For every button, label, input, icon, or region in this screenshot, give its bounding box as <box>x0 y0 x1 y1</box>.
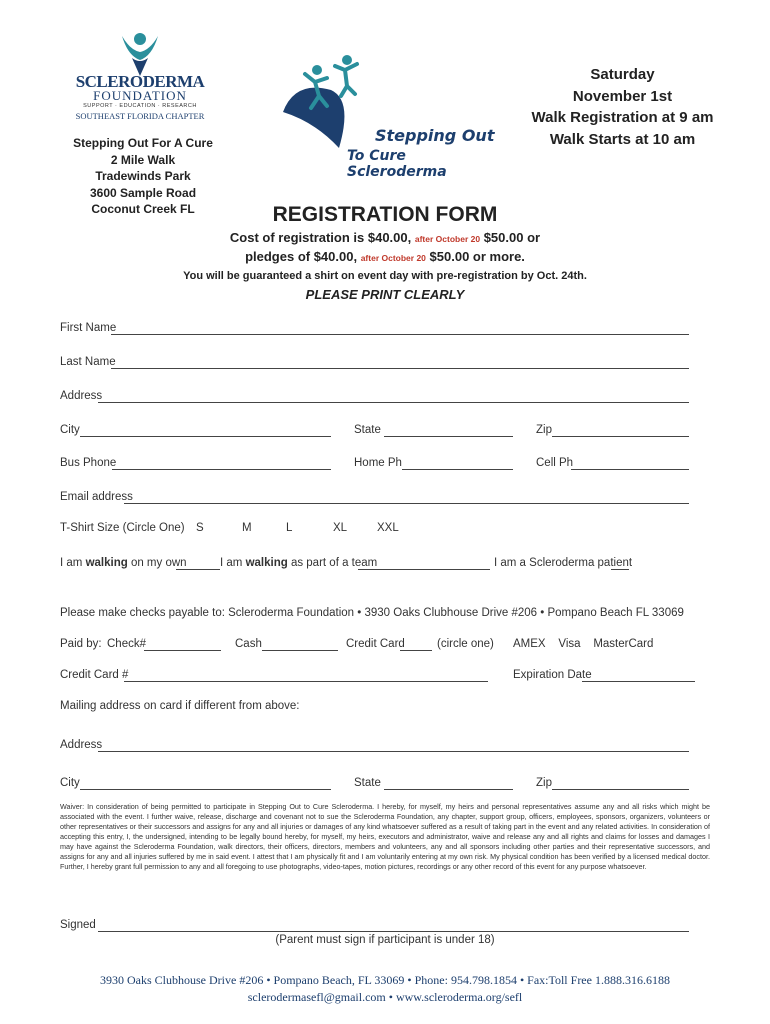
cost-line <box>0 230 770 245</box>
pledge-line <box>0 249 770 264</box>
stepping-out-logo <box>275 52 505 180</box>
foundation-name: SCLERODERMA <box>75 72 205 91</box>
after-date: after October 20 <box>360 253 426 263</box>
event-info-line: Tradewinds Park <box>95 169 191 183</box>
credit-card-input[interactable] <box>400 650 432 651</box>
last-name-input[interactable] <box>111 368 689 369</box>
event-info-line: Coconut Creek FL <box>91 202 195 216</box>
state-input[interactable] <box>384 436 513 437</box>
tshirt-label: T-Shirt Size (Circle One) <box>60 522 185 534</box>
home-phone-label: Home Ph <box>354 457 402 469</box>
address2-input[interactable] <box>98 751 689 752</box>
form-title: REGISTRATION FORM <box>272 203 498 226</box>
schedule <box>505 64 740 150</box>
size-s-option[interactable]: S <box>196 522 204 534</box>
cell-phone-label: Cell Ph <box>536 457 574 469</box>
patient-label: I am a Scleroderma patient <box>494 557 633 569</box>
pledge-text: $50.00 or more. <box>429 249 525 264</box>
check-label: Check# <box>107 638 146 650</box>
schedule-line: Saturday <box>590 66 655 83</box>
pledge-text: pledges of $40.00, <box>245 249 358 264</box>
foundation-tagline: SUPPORT · EDUCATION · RESEARCH <box>83 103 197 109</box>
email-input[interactable] <box>124 503 689 504</box>
size-m-option[interactable]: M <box>242 522 252 534</box>
zip2-input[interactable] <box>552 789 689 790</box>
footer-contact: sclerodermasefl@gmail.com • www.scleroderma.org/sefl <box>247 990 523 1004</box>
zip2-label: Zip <box>536 777 552 789</box>
size-xl-option[interactable]: XL <box>333 522 348 534</box>
address2-label: Address <box>60 739 103 751</box>
address-input[interactable] <box>98 402 689 403</box>
walk-team-input[interactable] <box>358 569 490 570</box>
shirt-note: You will be guaranteed a shirt on event day with pre-registration by Oct. 24th. <box>183 270 587 282</box>
cost-text: $50.00 or <box>483 230 541 245</box>
event-info-line: 2 Mile Walk <box>110 152 176 167</box>
city2-label: City <box>60 777 80 789</box>
walk-own-input[interactable] <box>176 569 220 570</box>
schedule-line: Walk Registration at 9 am <box>531 109 714 126</box>
state2-label: State <box>354 777 381 789</box>
credit-card-number-label: Credit Card # <box>60 669 129 681</box>
ribbon-figure-icon <box>70 30 210 78</box>
card-types[interactable]: AMEX Visa MasterCard <box>513 638 654 650</box>
size-l-option[interactable]: L <box>286 522 293 534</box>
state-label: State <box>354 424 381 436</box>
parent-note: (Parent must sign if participant is under 18) <box>275 934 495 946</box>
bus-phone-label: Bus Phone <box>60 457 117 469</box>
credit-card-label: Credit Card <box>346 638 405 650</box>
walk-team-label: I am walking as part of a team <box>220 557 378 569</box>
logo-line1: Stepping Out <box>375 126 495 145</box>
patient-input[interactable] <box>611 569 629 570</box>
state2-input[interactable] <box>384 789 513 790</box>
address-label: Address <box>60 390 103 402</box>
city2-input[interactable] <box>80 789 331 790</box>
cost-text: Cost of registration is $40.00, <box>229 230 412 245</box>
schedule-line: November 1st <box>572 87 673 105</box>
signed-label: Signed <box>60 919 96 931</box>
walk-own-label: I am walking on my own <box>60 557 187 569</box>
credit-card-number-input[interactable] <box>124 681 488 682</box>
first-name-input[interactable] <box>111 334 689 335</box>
foundation-logo <box>70 30 210 130</box>
waiver-text: Waiver: In consideration of being permitted to participate in Stepping Out to Cure Scleroderma. I hereby, for myself, my heirs and personal representatives assume any and all risks which might be associated with the event. I further waive, release, discharge and covenant not to sue the Scleroderma Foundation, any chapter, support group, officers, employees, sponsors, organizers, volunteers or other representatives or their successors and assigns for any and all injuries or damages of any kind whatsoever suffered as a result of taking part in the event and any related activities. In consideration of accepting this entry, I, the undersigned, intending to be legally bound hereby, for myself, my heirs, executors and administrator, waive and release any and all rights and claims for losses and damages I may have against the Scleroderma Foundation, walk directors, their officers, directors, members and volunteers, any and all sponsors including other parties and their representative successors, and assigns for any and all injuries suffered by me in said event. I attest that I am physically fit and I am voluntarily entering at my own risk. My physical condition has been verified by a licensed medical doctor. Further, I hereby grant full permission to any and all foregoing to use photographs, video-tapes, motion pictures, recordings or any other record of this event for any purpose whatsoever. <box>60 802 710 871</box>
size-xxl-option[interactable]: XXL <box>377 522 399 534</box>
check-input[interactable] <box>144 650 221 651</box>
email-label: Email address <box>60 491 133 503</box>
signature-input[interactable] <box>98 931 689 932</box>
paid-by-label: Paid by: <box>60 638 102 650</box>
bus-phone-input[interactable] <box>112 469 331 470</box>
city-input[interactable] <box>80 436 331 437</box>
footer-address: 3930 Oaks Clubhouse Drive #206 • Pompano Beach, FL 33069 • Phone: 954.798.1854 • Fax:Toll Free 1.888.316.6188 <box>100 973 670 987</box>
foundation-subname: FOUNDATION <box>93 88 187 103</box>
last-name-label: Last Name <box>60 356 116 368</box>
expiration-input[interactable] <box>582 681 695 682</box>
after-date: after October 20 <box>414 234 481 244</box>
chapter-name: SOUTHEAST FLORIDA CHAPTER <box>75 111 205 121</box>
cell-phone-input[interactable] <box>571 469 689 470</box>
event-info-line: 3600 Sample Road <box>89 185 197 200</box>
circle-one-label: (circle one) <box>437 638 494 650</box>
first-name-label: First Name <box>60 322 117 334</box>
schedule-line: Walk Starts at 10 am <box>549 130 696 148</box>
logo-line2: To Cure Scleroderma <box>347 148 447 180</box>
expiration-label: Expiration Date <box>513 669 592 681</box>
event-info-line: Stepping Out For A Cure <box>73 136 213 150</box>
zip-label: Zip <box>536 424 552 436</box>
mailing-label: Mailing address on card if different from above: <box>60 700 300 712</box>
cash-input[interactable] <box>262 650 338 651</box>
zip-input[interactable] <box>552 436 689 437</box>
print-note: PLEASE PRINT CLEARLY <box>305 287 465 302</box>
home-phone-input[interactable] <box>402 469 513 470</box>
cash-label: Cash <box>235 638 262 650</box>
city-label: City <box>60 424 80 436</box>
walkers-icon <box>275 52 385 162</box>
checks-payable-text: Please make checks payable to: Scleroderma Foundation • 3930 Oaks Clubhouse Drive #206 • Pompano Beach FL 33069 <box>60 607 684 619</box>
